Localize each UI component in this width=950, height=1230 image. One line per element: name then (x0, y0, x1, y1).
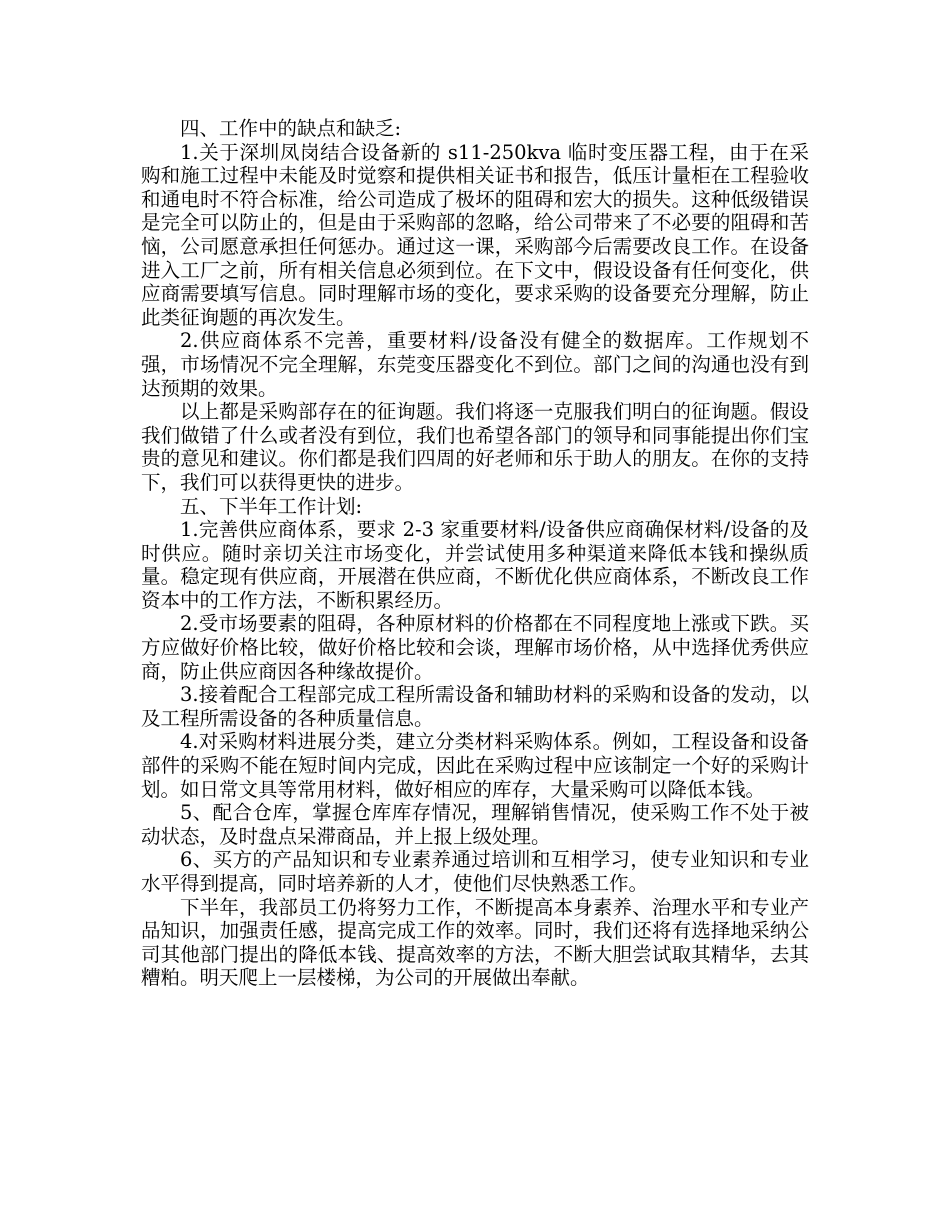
paragraph-issue-2: 2.供应商体系不完善，重要材料/设备没有健全的数据库。工作规划不强，市场情况不完全理解，东莞变压器变化不到位。部门之间的沟通也没有到达预期的效果。 (141, 329, 809, 400)
paragraph-plan-6: 6、买方的产品知识和专业素养通过培训和互相学习，使专业知识和专业水平得到提高，同时培养新的人才，使他们尽快熟悉工作。 (141, 848, 809, 895)
paragraph-issue-1: 1.关于深圳凤岗结合设备新的 s11-250kva 临时变压器工程，由于在采购和施工过程中未能及时觉察和提供相关证书和报告，低压计量柜在工程验收和通电时不符合标准，给公司造成了极坏的阻碍和宏大的损失。这种低级错误是完全可以防止的，但是由于采购部的忽略，给公司带来了不必要的阻碍和苦恼，公司愿意承担任何惩办。通过这一课，采购部今后需要改良工作。在设备进入工厂之前，所有相关信息必须到位。在下文中，假设设备有任何变化，供应商需要填写信息。同时理解市场的变化，要求采购的设备要充分理解，防止此类征询题的再次发生。 (141, 140, 809, 329)
paragraph-plan-2: 2.受市场要素的阻碍，各种原材料的价格都在不同程度地上涨或下跌。买方应做好价格比较，做好价格比较和会谈，理解市场价格，从中选择优秀供应商，防止供应商因各种缘故提价。 (141, 612, 809, 683)
paragraph-conclusion: 下半年，我部员工仍将努力工作，不断提高本身素养、治理水平和专业产品知识，加强责任感，提高完成工作的效率。同时，我们还将有选择地采纳公司其他部门提出的降低本钱、提高效率的方法，不断大胆尝试取其精华，去其糟粕。明天爬上一层楼梯，为公司的开展做出奉献。 (141, 895, 809, 990)
section-heading-plan: 五、下半年工作计划: (180, 494, 363, 518)
paragraph-summary: 以上都是采购部存在的征询题。我们将逐一克服我们明白的征询题。假设我们做错了什么或者没有到位，我们也希望各部门的领导和同事能提出你们宝贵的意见和建议。你们都是我们四周的好老师和乐于助人的朋友。在你的支持下，我们可以获得更快的进步。 (141, 400, 809, 494)
paragraph-plan-5: 5、配合仓库，掌握仓库库存情况，理解销售情况，使采购工作不处于被动状态，及时盘点呆滞商品，并上报上级处理。 (141, 801, 809, 848)
paragraph-plan-3: 3.接着配合工程部完成工程所需设备和辅助材料的采购和设备的发动，以及工程所需设备的各种质量信息。 (141, 683, 809, 730)
paragraph-plan-4: 4.对采购材料进展分类，建立分类材料采购体系。例如，工程设备和设备部件的采购不能在短时间内完成，因此在采购过程中应该制定一个好的采购计划。如日常文具等常用材料，做好相应的库存，大量采购可以降低本钱。 (141, 730, 809, 801)
section-heading-shortcomings: 四、工作中的缺点和缺乏: (180, 117, 402, 140)
document-body (141, 117, 809, 990)
paragraph-plan-1: 1.完善供应商体系，要求 2-3 家重要材料/设备供应商确保材料/设备的及时供应。随时亲切关注市场变化，并尝试使用多种渠道来降低本钱和操纵质量。稳定现有供应商，开展潜在供应商，不断优化供应商体系，不断改良工作资本中的工作方法，不断积累经历。 (141, 518, 809, 612)
